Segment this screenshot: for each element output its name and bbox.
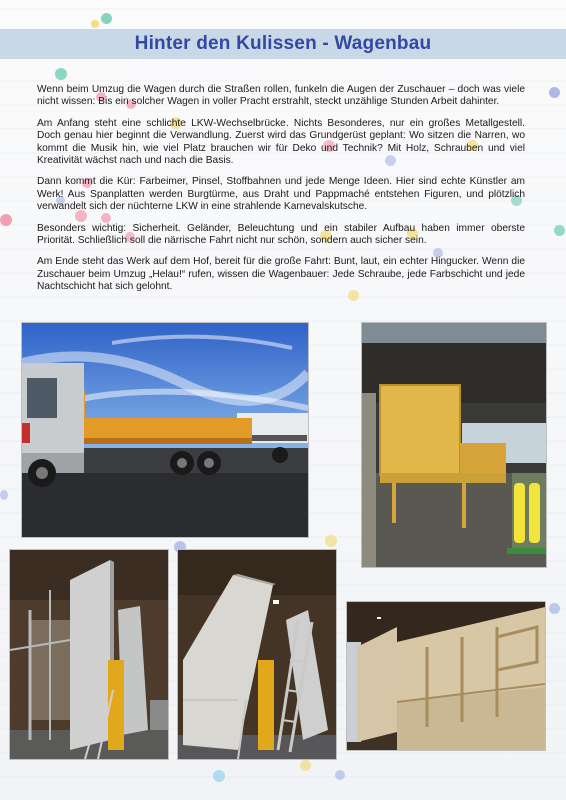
confetti-dot [335,770,345,780]
confetti-dot [549,87,560,98]
confetti-dot [101,13,112,24]
title-bar [0,29,566,59]
confetti-dot [0,214,12,226]
page-title: Hinter den Kulissen - Wagenbau [134,33,432,54]
confetti-dot [0,490,8,500]
photo-frame-panels-left [9,549,169,760]
paragraph: Besonders wichtig: Sicherheit. Geländer, Beleuchtung und ein stabiler Aufbau haben immer oberste Priorität. Schließlich soll die närrische Fahrt nicht nur schön, sondern auch sicher sein. [37,222,525,247]
photo-float-wooden-panels [346,601,546,751]
article-body [37,84,525,303]
paragraph: Am Ende steht das Werk auf dem Hof, bereit für die große Fahrt: Bunt, laut, ein echter Hingucker. Wenn die Zuschauer beim Umzug „Helau!“ rufen, wissen die Wagenbauer: Jede Schraube, jede Farbschicht und jede Nachtschicht hat sich gelohnt. [37,256,525,293]
confetti-dot [549,603,560,614]
confetti-dot [213,770,225,782]
confetti-dot [91,20,99,28]
paragraph: Am Anfang steht eine schlichte LKW-Wechselbrücke. Nichts Besonderes, nur ein großes Metallgestell. Doch genau hier beginnt die Verwandlung. Zuerst wird das Grundgerüst geplant: Wo sitzen die Narren, wo kommt die Musik hin, wie viel Platz brauchen wir für Deko und Technik? Mit Holz, Schrauben und viel Kreativität wächst nach und nach die Basis. [37,117,525,167]
confetti-dot [55,68,67,80]
paragraph: Dann kommt die Kür: Farbeimer, Pinsel, Stoffbahnen und jede Menge Ideen. Hier sind echte Künstler am Werk! Aus Spanplatten werden Burgtürme, aus Draht und Pappmaché entstehen Figuren, und plötzlich verwandelt sich der nüchterne LKW in eine strahlende Karnevalskutsche. [37,176,525,213]
confetti-dot [300,760,311,771]
paragraph: Wenn beim Umzug die Wagen durch die Straßen rollen, funkeln die Augen der Zuschauer – doch was viele nicht wissen: Bis ein solcher Wagen in voller Pracht erstrahlt, steckt unzählige Stunden Arbeit dahinter. [37,84,525,108]
photo-truck-outdoor [21,322,309,538]
photo-swap-body-hall [361,322,547,568]
photo-panels-ladder [177,549,337,760]
confetti-dot [554,225,565,236]
confetti-dot [325,535,337,547]
